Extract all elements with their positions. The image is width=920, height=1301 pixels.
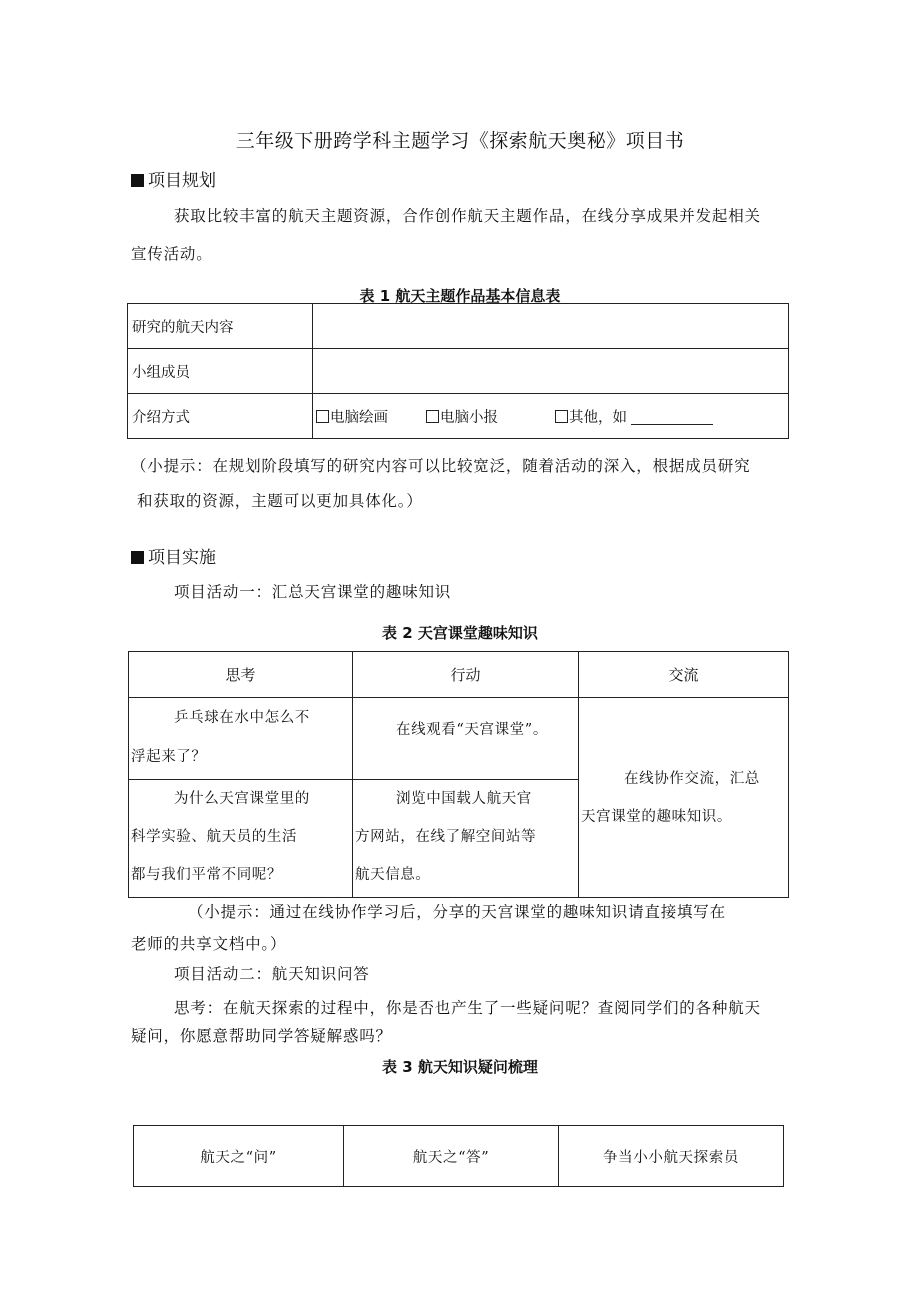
table-row xyxy=(134,1126,784,1187)
square-bullet-icon xyxy=(131,174,144,187)
table-row xyxy=(128,394,789,439)
page-title: 三年级下册跨学科主题学习《探索航天奥秘》项目书 xyxy=(235,130,685,152)
tip1-line2: 和获取的资源，主题可以更加具体化。） xyxy=(137,492,423,510)
option-computer-drawing[interactable]: 电脑绘画 xyxy=(316,406,388,427)
table2-header-action: 行动 xyxy=(353,652,579,698)
activity2-title: 项目活动二：航天知识问答 xyxy=(174,965,370,983)
table3-question-cell: 航天之“问” xyxy=(134,1126,344,1187)
table2-exchange-cell: 在线协作交流，汇总 天宫课堂的趣味知识。 xyxy=(579,698,789,898)
option-computer-newspaper[interactable]: 电脑小报 xyxy=(426,406,498,427)
table1 xyxy=(127,303,789,439)
table2-header-think: 思考 xyxy=(129,652,353,698)
table2-action-cell-1: 在线观看“天宫课堂”。 xyxy=(353,698,579,780)
planning-paragraph-line1: 获取比较丰富的航天主题资源，合作创作航天主题作品，在线分享成果并发起相关 xyxy=(174,207,761,225)
table1-label-members: 小组成员 xyxy=(128,349,313,394)
checkbox-icon[interactable] xyxy=(316,410,329,423)
activity1-title: 项目活动一：汇总天宫课堂的趣味知识 xyxy=(174,583,452,601)
planning-paragraph-line2: 宣传活动。 xyxy=(131,245,213,263)
table2-header-exchange: 交流 xyxy=(579,652,789,698)
other-blank-line[interactable] xyxy=(631,424,713,425)
table1-method-options xyxy=(313,394,789,439)
tip2-line1: （小提示：通过在线协作学习后，分享的天宫课堂的趣味知识请直接填写在 xyxy=(188,903,726,921)
table1-caption: 表 1 航天主题作品基本信息表 xyxy=(359,287,561,305)
table1-label-method: 介绍方式 xyxy=(128,394,313,439)
table-row xyxy=(129,698,789,780)
table2-caption: 表 2 天宫课堂趣味知识 xyxy=(382,624,538,642)
table3-explorer-cell: 争当小小航天探索员 xyxy=(559,1126,784,1187)
square-bullet-icon xyxy=(131,551,144,564)
activity2-think-line2: 疑问，你愿意帮助同学答疑解惑吗？ xyxy=(131,1027,392,1045)
table2-action-cell-2: 浏览中国载人航天官 方网站，在线了解空间站等 航天信息。 xyxy=(353,780,579,898)
table-row xyxy=(128,304,789,349)
table3-answer-cell: 航天之“答” xyxy=(344,1126,559,1187)
table1-input-content[interactable] xyxy=(313,304,789,349)
table3-caption: 表 3 航天知识疑问梳理 xyxy=(382,1058,538,1076)
table1-input-members[interactable] xyxy=(313,349,789,394)
table3 xyxy=(133,1125,784,1187)
section-heading-planning: 项目规划 xyxy=(131,166,216,191)
tip1-line1: （小提示：在规划阶段填写的研究内容可以比较宽泛，随着活动的深入，根据成员研究 xyxy=(131,457,751,475)
section-heading-implementation: 项目实施 xyxy=(131,543,216,568)
table-row xyxy=(128,349,789,394)
table-row xyxy=(129,652,789,698)
checkbox-icon[interactable] xyxy=(555,410,568,423)
tip2-line2: 老师的共享文档中。） xyxy=(131,935,287,953)
checkbox-icon[interactable] xyxy=(426,410,439,423)
activity2-think-line1: 思考：在航天探索的过程中，你是否也产生了一些疑问呢？查阅同学们的各种航天 xyxy=(174,999,761,1017)
table2 xyxy=(128,651,789,898)
table1-label-content: 研究的航天内容 xyxy=(128,304,313,349)
table2-think-cell-2: 为什么天宫课堂里的 科学实验、航天员的生活 都与我们平常不同呢？ xyxy=(129,780,353,898)
table2-think-cell-1: 乒乓球在水中怎么不 浮起来了？ xyxy=(129,698,353,780)
option-other[interactable]: 其他，如 xyxy=(555,406,713,427)
